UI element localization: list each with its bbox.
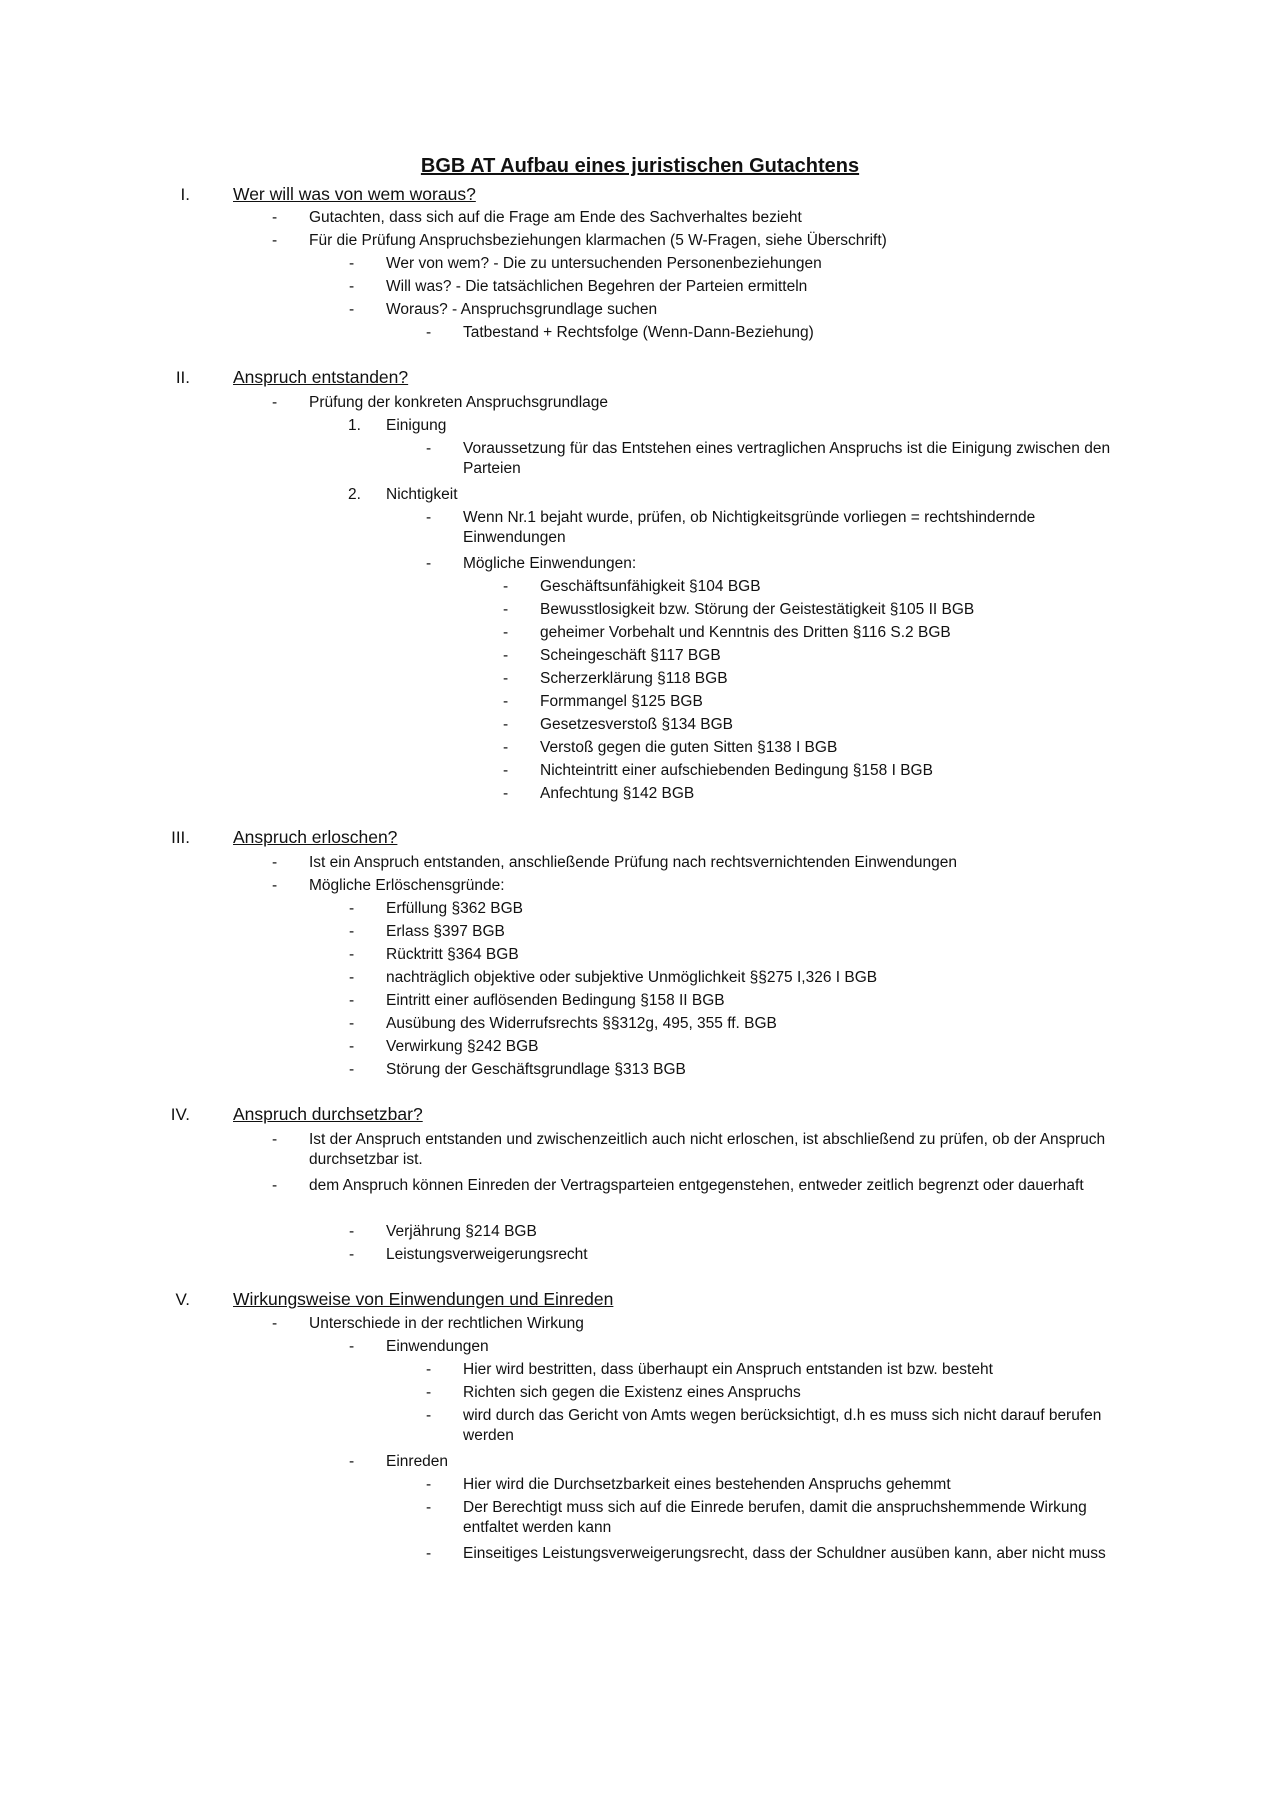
- bullet-dash: -: [349, 1246, 355, 1263]
- bullet-dash: -: [272, 232, 278, 249]
- bullet-dash: -: [272, 209, 278, 226]
- list-item: Richten sich gegen die Existenz eines Anspruchs: [463, 1384, 801, 1401]
- list-item: Nichtigkeit: [386, 486, 458, 503]
- bullet-dash: -: [503, 601, 509, 618]
- list-item: Erlass §397 BGB: [386, 923, 505, 940]
- bullet-dash: -: [426, 509, 432, 526]
- bullet-dash: -: [349, 900, 355, 917]
- bullet-dash: -: [426, 1545, 432, 1562]
- bullet-dash: -: [426, 1361, 432, 1378]
- list-item: Anfechtung §142 BGB: [540, 785, 695, 802]
- bullet-dash: -: [503, 647, 509, 664]
- list-item: dem Anspruch können Einreden der Vertragsparteien entgegenstehen, entweder zeitlich begrenzt oder dauerhaft: [309, 1177, 1084, 1194]
- list-item: Störung der Geschäftsgrundlage §313 BGB: [386, 1061, 686, 1078]
- list-item: Formmangel §125 BGB: [540, 693, 703, 710]
- bullet-dash: -: [349, 255, 355, 272]
- list-item: Scheingeschäft §117 BGB: [540, 647, 721, 664]
- list-item: Gutachten, dass sich auf die Frage am Ende des Sachverhaltes bezieht: [309, 209, 802, 226]
- bullet-dash: -: [349, 1223, 355, 1240]
- list-item: Einigung: [386, 417, 447, 434]
- list-item: Einseitiges Leistungsverweigerungsrecht, dass der Schuldner ausüben kann, aber nicht muss: [463, 1545, 1106, 1562]
- bullet-dash: -: [426, 440, 432, 457]
- bullet-dash: -: [349, 1038, 355, 1055]
- section-heading: Anspruch entstanden?: [233, 367, 409, 387]
- list-item: geheimer Vorbehalt und Kenntnis des Dritten §116 S.2 BGB: [540, 624, 951, 641]
- list-item: Bewusstlosigkeit bzw. Störung der Geistestätigkeit §105 II BGB: [540, 601, 975, 618]
- document-title: BGB AT Aufbau eines juristischen Gutachtens: [420, 155, 860, 177]
- bullet-dash: -: [426, 1384, 432, 1401]
- bullet-dash: -: [349, 1338, 355, 1355]
- bullet-dash: -: [272, 1177, 278, 1194]
- bullet-dash: -: [503, 785, 509, 802]
- bullet-dash: -: [349, 923, 355, 940]
- list-number: 2.: [348, 486, 361, 503]
- list-item: Verjährung §214 BGB: [386, 1223, 537, 1240]
- list-item: Leistungsverweigerungsrecht: [386, 1246, 588, 1263]
- bullet-dash: -: [503, 670, 509, 687]
- list-item: Hier wird bestritten, dass überhaupt ein Anspruch entstanden ist bzw. besteht: [463, 1361, 993, 1378]
- list-item: Woraus? - Anspruchsgrundlage suchen: [386, 301, 658, 318]
- bullet-dash: -: [426, 1476, 432, 1493]
- section-numeral: IV.: [170, 1105, 190, 1124]
- bullet-dash: -: [349, 946, 355, 963]
- bullet-dash: -: [503, 762, 509, 779]
- section-numeral: III.: [171, 828, 190, 847]
- bullet-dash: -: [349, 301, 355, 318]
- list-item: nachträglich objektive oder subjektive Unmöglichkeit §§275 I,326 I BGB: [386, 969, 878, 986]
- list-item: Ausübung des Widerrufsrechts §§312g, 495, 355 ff. BGB: [386, 1015, 777, 1032]
- list-item: Wer von wem? - Die zu untersuchenden Personenbeziehungen: [386, 255, 822, 272]
- list-item: Tatbestand + Rechtsfolge (Wenn-Dann-Beziehung): [463, 324, 814, 341]
- bullet-dash: -: [349, 278, 355, 295]
- bullet-dash: -: [426, 324, 432, 341]
- section-numeral: V.: [175, 1290, 190, 1309]
- bullet-dash: -: [503, 716, 509, 733]
- list-item: Verstoß gegen die guten Sitten §138 I BGB: [540, 739, 838, 756]
- bullet-dash: -: [503, 624, 509, 641]
- section-heading: Anspruch durchsetzbar?: [233, 1104, 423, 1124]
- list-item: Wenn Nr.1 bejaht wurde, prüfen, ob Nichtigkeitsgründe vorliegen = rechtshindernde Einwendungen: [463, 509, 1036, 546]
- list-item: Hier wird die Durchsetzbarkeit eines bestehenden Anspruchs gehemmt: [463, 1476, 951, 1493]
- list-item: Mögliche Erlöschensgründe:: [309, 877, 505, 894]
- bullet-dash: -: [426, 1499, 432, 1516]
- list-item: Gesetzesverstoß §134 BGB: [540, 716, 733, 733]
- list-item: Prüfung der konkreten Anspruchsgrundlage: [309, 394, 609, 411]
- bullet-dash: -: [349, 1015, 355, 1032]
- bullet-dash: -: [426, 555, 432, 572]
- list-number: 1.: [348, 417, 361, 434]
- list-item: Ist der Anspruch entstanden und zwischenzeitlich auch nicht erloschen, ist abschließend zu prüfen, ob der Anspruch durchsetzbar ist.: [309, 1131, 1106, 1168]
- bullet-dash: -: [349, 969, 355, 986]
- section-numeral: I.: [180, 185, 190, 204]
- list-item: Rücktritt §364 BGB: [386, 946, 519, 963]
- list-item: Einwendungen: [386, 1338, 489, 1355]
- list-item: Der Berechtigt muss sich auf die Einrede berufen, damit die anspruchshemmende Wirkung entfaltet werden kann: [463, 1499, 1087, 1536]
- list-item: Für die Prüfung Anspruchsbeziehungen klarmachen (5 W-Fragen, siehe Überschrift): [309, 232, 887, 249]
- list-item: Verwirkung §242 BGB: [386, 1038, 539, 1055]
- list-item: wird durch das Gericht von Amts wegen berücksichtigt, d.h es muss sich nicht darauf berufen werden: [463, 1407, 1102, 1444]
- bullet-dash: -: [503, 739, 509, 756]
- section-numeral: II.: [175, 368, 190, 387]
- bullet-dash: -: [349, 1453, 355, 1470]
- list-item: Will was? - Die tatsächlichen Begehren der Parteien ermitteln: [386, 278, 808, 295]
- bullet-dash: -: [272, 1131, 278, 1148]
- bullet-dash: -: [272, 1315, 278, 1332]
- list-item: Ist ein Anspruch entstanden, anschließende Prüfung nach rechtsvernichtenden Einwendungen: [309, 854, 957, 871]
- list-item: Unterschiede in der rechtlichen Wirkung: [309, 1315, 584, 1332]
- bullet-dash: -: [426, 1407, 432, 1424]
- bullet-dash: -: [272, 877, 278, 894]
- section-heading: Anspruch erloschen?: [233, 827, 398, 847]
- list-item: Erfüllung §362 BGB: [386, 900, 524, 917]
- list-item: Einreden: [386, 1453, 449, 1470]
- bullet-dash: -: [349, 1061, 355, 1078]
- bullet-dash: -: [349, 992, 355, 1009]
- list-item: Mögliche Einwendungen:: [463, 555, 637, 572]
- list-item: Nichteintritt einer aufschiebenden Bedingung §158 I BGB: [540, 762, 933, 779]
- list-item: Voraussetzung für das Entstehen eines vertraglichen Anspruchs ist die Einigung zwischen den Parteien: [463, 440, 1111, 477]
- bullet-dash: -: [272, 394, 278, 411]
- section-heading: Wirkungsweise von Einwendungen und Einreden: [233, 1289, 614, 1309]
- bullet-dash: -: [272, 854, 278, 871]
- bullet-dash: -: [503, 578, 509, 595]
- section-heading: Wer will was von wem woraus?: [233, 184, 476, 204]
- list-item: Scherzerklärung §118 BGB: [540, 670, 728, 687]
- list-item: Geschäftsunfähigkeit §104 BGB: [540, 578, 761, 595]
- list-item: Eintritt einer auflösenden Bedingung §158 II BGB: [386, 992, 725, 1009]
- bullet-dash: -: [503, 693, 509, 710]
